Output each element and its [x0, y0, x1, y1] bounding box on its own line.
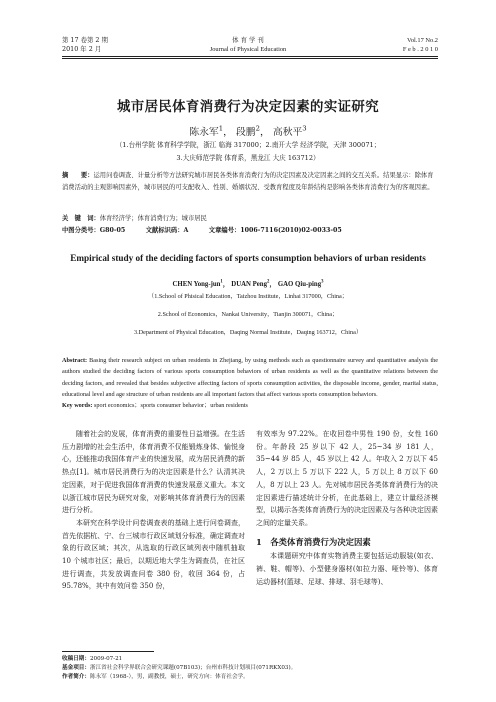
header-rule-bottom [62, 58, 438, 59]
author-en-2: DUAN Peng [231, 281, 267, 288]
affiliation-en-line-1: （1.School of Phisical Education，Taizhou Institute，Linhai 317000，China； [148, 293, 348, 300]
affiliation-en-line-3: 3.Department of Physical Education，Daqing Normal Institute，Daqing 163712，China） [133, 329, 363, 336]
doc-code-value: A [183, 227, 189, 234]
article-id-label: 文章编号： [208, 227, 241, 234]
clc-label: 中图分类号： [62, 227, 100, 234]
keywords-cn [62, 213, 438, 225]
header-journal-en: Journal of Physical Education [209, 46, 287, 53]
author-en-2-sup: 2 [266, 279, 270, 285]
affiliation-cn-line-1: （1.台州学院 体育科学学院，浙江 临海 317000；2.南开大学 经济学院，天津 300071； [115, 141, 381, 149]
authors-cn: 陈永军$^1$， 段鹏$^2$， 高秋平$^3$ [189, 124, 307, 138]
classification-cn [62, 225, 438, 237]
author-1: 陈永军 [189, 127, 219, 138]
article-id-value: 1006-7116(2010)02-0033-05 [240, 227, 342, 234]
header-date-cn: 2010 年 2 月 [62, 45, 102, 53]
abstract-cn-label: 摘 要： [62, 172, 94, 179]
header-volume-en: Vol.17 No.2 [407, 37, 438, 44]
received-label: 收稿日期： [62, 656, 90, 662]
author-1-sup: 1 [218, 124, 224, 133]
keywords-en-label: Key words: [62, 402, 93, 410]
header-issue-cn: 第 17 卷第 2 期 [62, 36, 108, 44]
author-en-1: CHEN Yong-jun [172, 281, 221, 288]
author-en-3-sup: 3 [321, 279, 324, 285]
author-3: 高秋平 [272, 127, 303, 138]
header-date-en: F e b . 2 0 1 0 [402, 46, 438, 53]
abstract-en-label: Abstract: [62, 357, 88, 364]
abstract-en-text: Basing their research subject on urban residents in Zhejiang, by using methods such as questionnaire survey and quantitative analysis the authors studied the deciding factors of various sports consumption behaviors of urban residents as well as the quantitative relations between the deciding factors, and revealed that besides subjective affecting factors of sports consumption activities, the disposable income, gender, marital status, educational level and age structure of urban residents are all important factors that affect various sports consumption behaviors. [62, 357, 439, 398]
author-bio-text: 陈永军（1968-），男，副教授，硕士，研究方向：体育社会学。 [89, 673, 249, 680]
doc-code-label: 文献标识码： [145, 227, 184, 234]
abstract-cn [62, 170, 438, 193]
authors-en: CHEN Yong-jun$^1$， DUAN Peng$^2$， GAO Qiu-ping$^3$ [172, 279, 324, 288]
author-2: 段鹏 [236, 127, 256, 138]
body-column-left [62, 428, 245, 593]
author-3-sup: 3 [302, 124, 307, 133]
footnote-rule [62, 651, 154, 652]
footnote-author [62, 673, 438, 682]
fund-text: 浙江省社会科学界联合会研究课题(07B103)；台州市科技计划项目(071RKX03)。 [89, 664, 297, 671]
author-en-3: GAO Qiu-ping [277, 281, 322, 288]
abstract-cn-text: 运用问卷调查、计量分析等方法研究城市居民各类体育消费行为的决定因素及决定因素之间的交互关系。结果显示：除体育消费活动的主观影响因素外，城市居民的可支配收入、性别、婚姻状况、受教育程度及年龄结构是影响各类体育消费行为的客观因素。 [62, 172, 434, 191]
affiliation-en-line-2: 2.School of Economics，Nankai University，Tianjin 300071，China； [157, 311, 339, 318]
article-title-cn: 城市居民体育消费行为决定因素的实证研究 [116, 99, 380, 115]
fund-label: 基金项目： [62, 664, 90, 671]
section-1-text: 本课题研究中体育实物消费主要包括运动服装(如衣、裤、鞋、帽等)、小型健身器材(如拉力器、哑铃等)、体育运动器材(篮球、足球、排球、羽毛球等)、 [256, 552, 438, 586]
author-en-1-sup: 1 [220, 279, 223, 285]
body-paragraph: 本研究在科学设计问卷调查表的基础上进行问卷调查，首先依据杭、宁、台三城市行政区域划分标准，确定调查对象的行政区域；其次，从选取的行政区域列表中随机抽取 10 个城市社区；最后，以期近地大学生为调查员，在社区进行调查，共发放调查问卷 380 份，收回 364 份，占 95.78%，其中有效问卷 350 份， [62, 518, 245, 591]
footnote-received [62, 655, 438, 664]
keywords-en-text: sport economics；sports consumer behavior；urban residents [93, 402, 248, 410]
keywords-cn-label: 关 键 词： [62, 215, 100, 222]
section-1-heading: 1 各类体育消费行为决定因素 [256, 536, 371, 547]
abstract-en [62, 355, 438, 411]
body-column-right [256, 428, 438, 588]
footnote [62, 655, 438, 681]
clc-value: G80-05 [99, 227, 126, 234]
header-journal-cn: 体 育 学 刊 [232, 36, 264, 44]
header-rule-top [62, 56, 438, 57]
body-paragraph: 有效率为 97.22%。在收回卷中男性 190 份，女性 160 份。年龄段 25 岁以下 42 人，25~34 岁 181 人，35~44 岁 85 人，45 岁以上 42 人。年收入 2 万以下 45 人，2 万以上 5 万以下 222 人，5 万以上 8 万以下 60 人，8 万以上 23 人。先对城市居民各类体育消费行为的决定因素进行描述统计分析，在此基础上，建立计量经济模型，以揭示各类体育消费行为的决定因素及与各种决定因素之间的定量关系。 [256, 430, 438, 527]
author-2-sup: 2 [255, 124, 260, 133]
affiliation-cn-line-2: 3.大庆师范学院 体育系，黑龙江 大庆 163712） [176, 154, 320, 162]
author-bio-label: 作者简介： [62, 673, 90, 680]
keywords-cn-text: 体育经济学；体育消费行为；城市居民 [99, 215, 207, 222]
body-paragraph: 随着社会的发展，体育消费的重要性日益增强。在生活压力剧增的社会生活中，体育消费不仅能锻炼身体、愉悦身心，还能推动我国体育产业的快速发展，成为居民消费的新热点[1]。城市居民消费行为的决定因素是什么？认清其决定因素，对于促进我国体育消费的快速发展意义重大。本文以浙江城市居民为研究对象，对影响其体育消费行为的因素进行分析。 [62, 430, 245, 515]
footnote-fund [62, 664, 438, 673]
received-date: 2009-07-21 [89, 656, 123, 662]
article-title-en: Empirical study of the deciding factors of sports consumption behaviors of urban residents [70, 253, 426, 263]
